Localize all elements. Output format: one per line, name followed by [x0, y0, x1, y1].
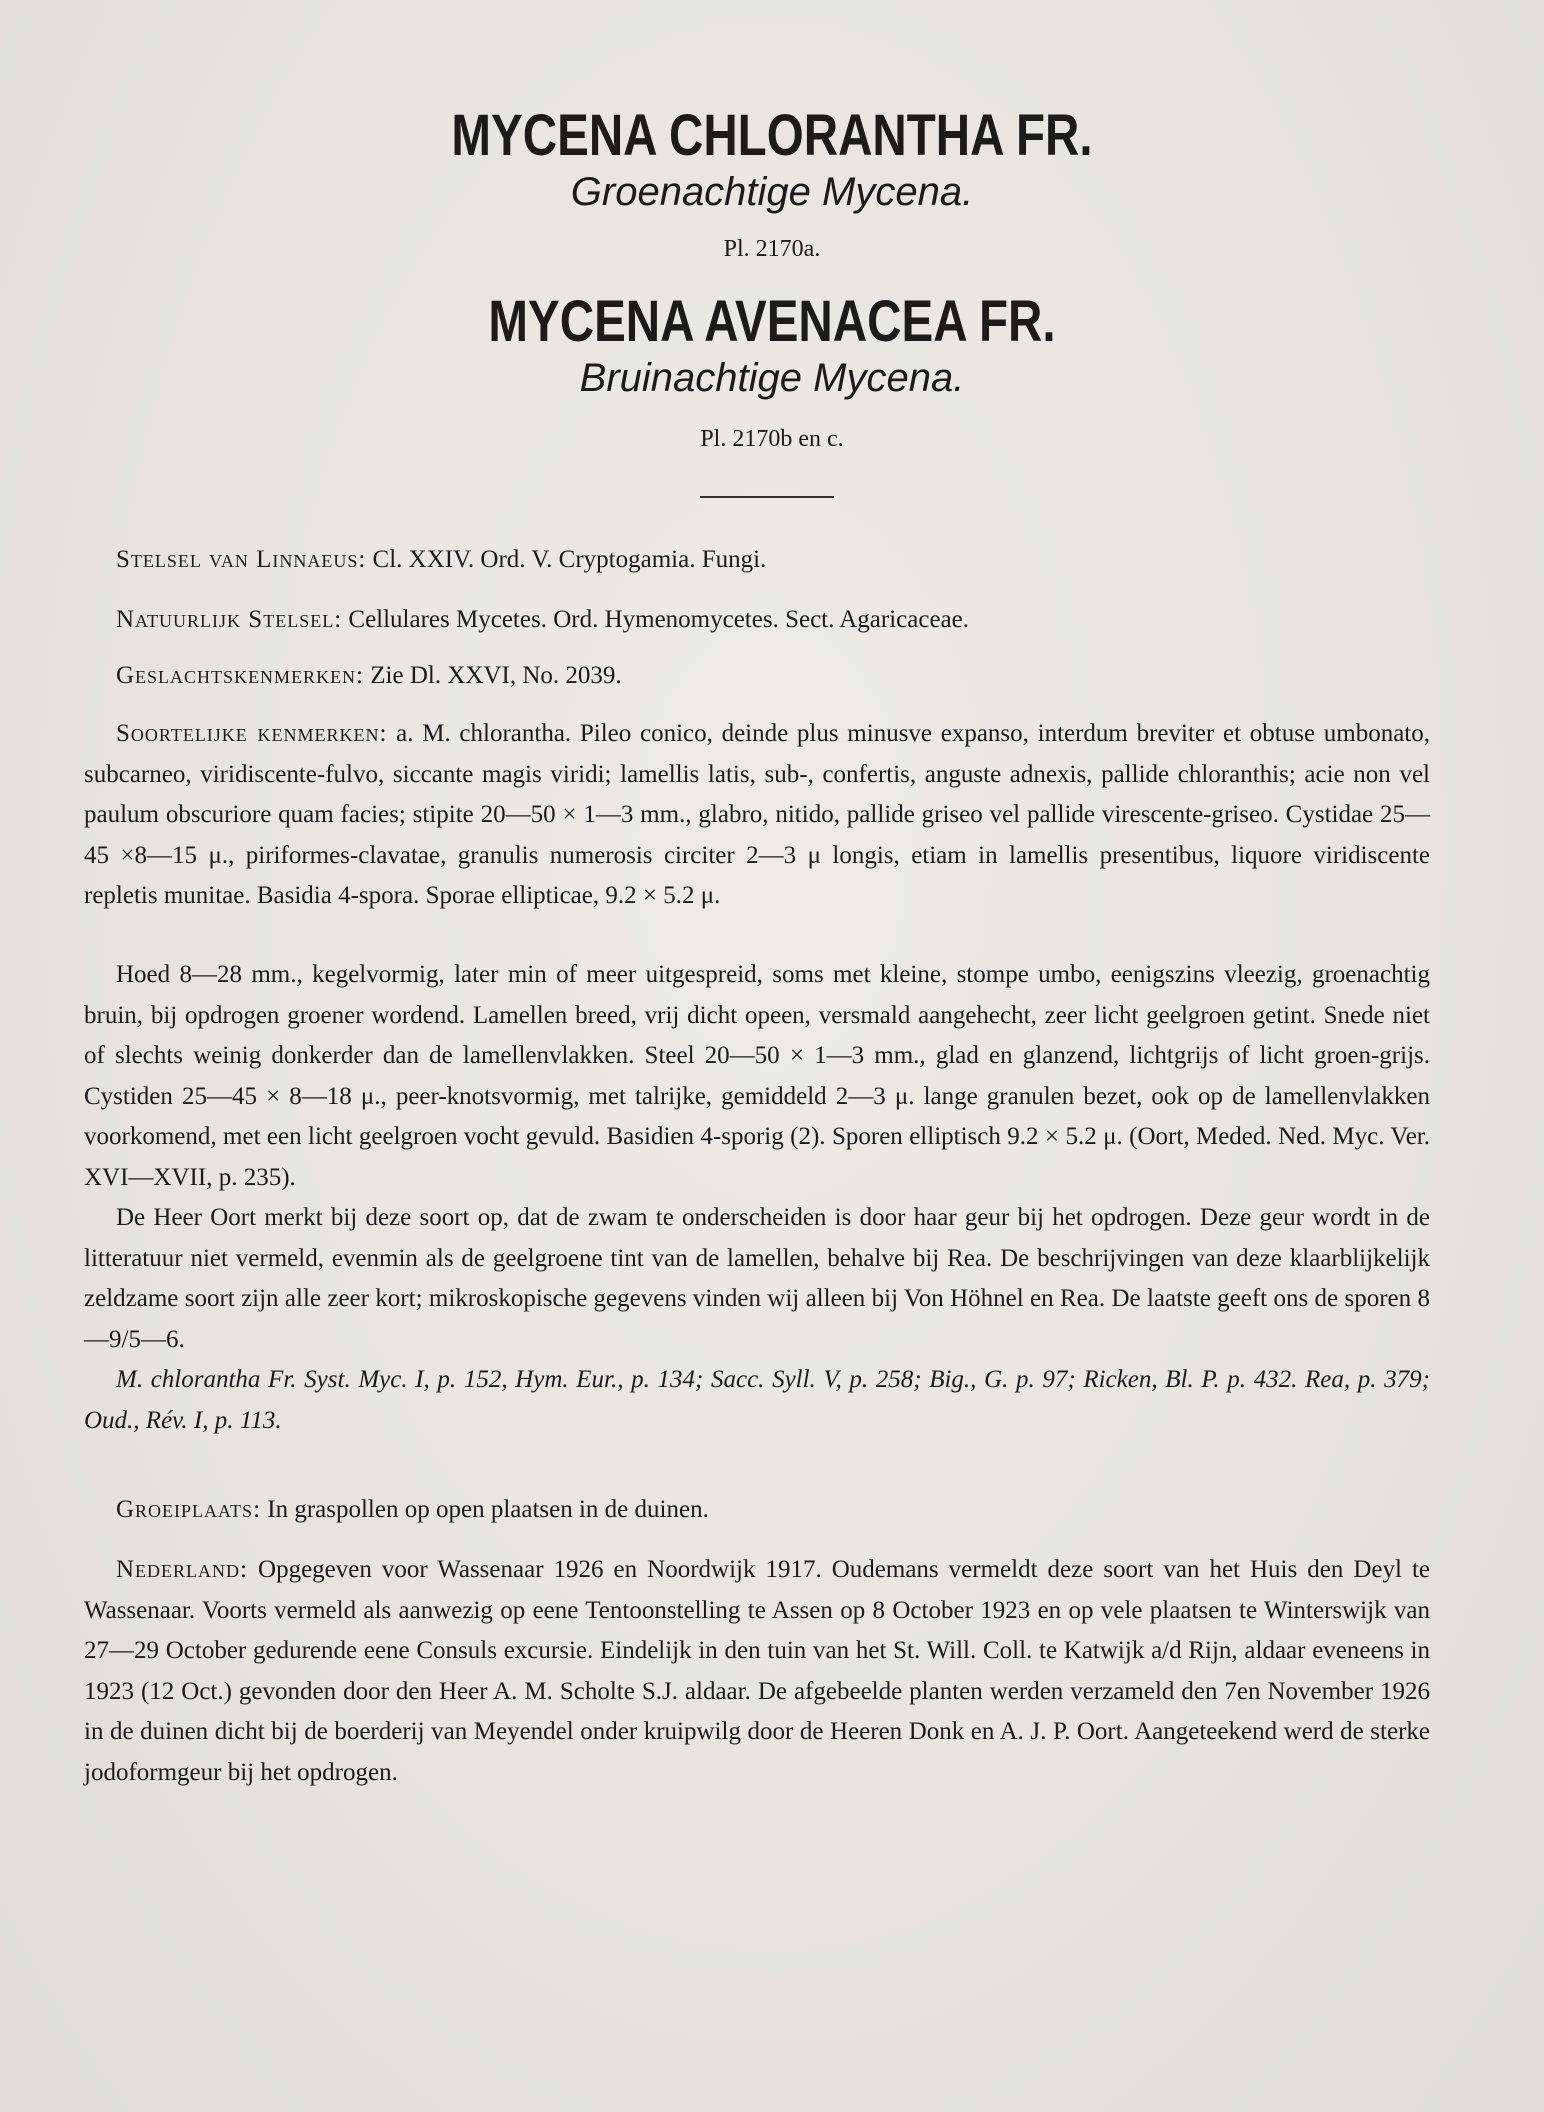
linnaeus-section	[84, 540, 1430, 581]
genus-label: Geslachtskenmerken:	[116, 662, 365, 689]
title-block-1	[0, 104, 1544, 216]
description-section	[84, 955, 1430, 1441]
hoed-paragraph: Hoed 8—28 mm., kegelvormig, later min of meer uitgespreid, soms met kleine, stompe umbo, eenigszins vleezig, groenachtig bruin, bij opdrogen groener wordend. Lamellen breed, vrij dicht opeen, versmald aangehecht, zeer licht geelgroen getint. Snede niet of slechts weinig donkerder dan de lamellenvlakken. Steel 20—50 × 1—3 mm., glad en glanzend, lichtgrijs of licht groen-grijs. Cystiden 25—45 × 8—18 μ., peer-knotsvormig, met talrijke, gemiddeld 2—3 μ. lange granulen bezet, ook op de lamellenvlakken voorkomend, met een licht geelgroen vocht gevuld. Basidien 4-sporig (2). Sporen elliptisch 9.2 × 5.2 μ. (Oort, Meded. Ned. Myc. Ver. XVI—XVII, p. 235).	[84, 961, 1430, 1191]
title-divider	[700, 496, 834, 498]
netherlands-label: Nederland:	[116, 1556, 248, 1583]
habitat-label: Groeiplaats:	[116, 1496, 262, 1523]
plate-ref-2-block	[0, 424, 1544, 454]
species-section	[84, 714, 1430, 917]
natural-system-section	[84, 600, 1430, 641]
netherlands-text: Opgegeven voor Wassenaar 1926 en Noordwijk 1917. Oudemans vermeldt deze soort van het Huis den Deyl te Wassenaar. Voorts vermeld als aanwezig op eene Tentoonstelling te Assen op 8 October 1923 en op vele plaatsen te Winterswijk van 27—29 October gedurende eene Consuls excursie. Eindelijk in den tuin van het St. Will. Coll. te Katwijk a/d Rijn, aldaar eveneens in 1923 (12 Oct.) gevonden door den Heer A. M. Scholte S.J. aldaar. De afgebeelde planten werden verzameld den 7en November 1926 in de duinen dicht bij de boerderij van Meyendel onder kruipwilg door de Heeren Donk en A. J. P. Oort. Aangeteekend werd de sterke jodoformgeur bij het opdrogen.	[84, 1556, 1430, 1786]
habitat-section	[84, 1490, 1430, 1531]
references-paragraph: M. chlorantha Fr. Syst. Myc. I, p. 152, Hym. Eur., p. 134; Sacc. Syll. V, p. 258; Big., G. p. 97; Ricken, Bl. P. p. 432. Rea, p. 379; Oud., Rév. I, p. 113.	[84, 1366, 1430, 1434]
linnaeus-text: Cl. XXIV. Ord. V. Cryptogamia. Fungi.	[372, 546, 767, 573]
plate-ref-1: Pl. 2170a.	[723, 236, 821, 262]
genus-section	[84, 656, 1430, 697]
natural-system-label: Natuurlijk Stelsel:	[116, 606, 343, 633]
title-block-2	[0, 290, 1544, 402]
linnaeus-label: Stelsel van Linnaeus:	[116, 546, 367, 573]
habitat-text: In graspollen op open plaatsen in de duinen.	[267, 1496, 709, 1523]
oort-paragraph: De Heer Oort merkt bij deze soort op, dat de zwam te onderscheiden is door haar geur bij het opdrogen. Deze geur wordt in de litteratuur niet vermeld, evenmin als de geelgroene tint van de lamellen, behalve bij Rea. De beschrijvingen van deze klaarblijkelijk zeldzame soort zijn alle zeer kort; mikroskopische gegevens vinden wij alleen bij Von Höhnel en Rea. De laatste geeft ons de sporen 8—9/5—6.	[84, 1204, 1430, 1353]
plate-ref-2: Pl. 2170b en c.	[700, 426, 844, 452]
species-text: a. M. chlorantha. Pileo conico, deinde plus minusve expanso, interdum breviter et obtuse umbonato, subcarneo, viridiscente-fulvo, siccante magis viridi; lamellis latis, sub-, confertis, anguste adnexis, pallide chloranthis; acie non vel paulum obscuriore quam facies; stipite 20—50 × 1—3 mm., glabro, nitido, pallide griseo vel pallide virescente-griseo. Cystidae 25—45 ×8—15 μ., piriformes-clavatae, granulis numerosis circiter 2—3 μ longis, etiam in lamellis presentibus, liquore viridiscente repletis munitae. Basidia 4-spora. Sporae ellipticae, 9.2 × 5.2 μ.	[84, 720, 1430, 909]
species-label: Soortelijke kenmerken:	[116, 720, 388, 747]
species-title-1: MYCENA CHLORANTHA FR.	[451, 103, 1093, 168]
common-name-1: Groenachtige Mycena.	[570, 170, 974, 214]
species-title-2: MYCENA AVENACEA FR.	[488, 289, 1056, 354]
natural-system-text: Cellulares Mycetes. Ord. Hymenomycetes. Sect. Agaricaceae.	[348, 606, 969, 633]
genus-text: Zie Dl. XXVI, No. 2039.	[370, 662, 622, 689]
common-name-2: Bruinachtige Mycena.	[579, 356, 965, 400]
netherlands-section	[84, 1550, 1430, 1793]
plate-ref-1-block	[0, 234, 1544, 264]
